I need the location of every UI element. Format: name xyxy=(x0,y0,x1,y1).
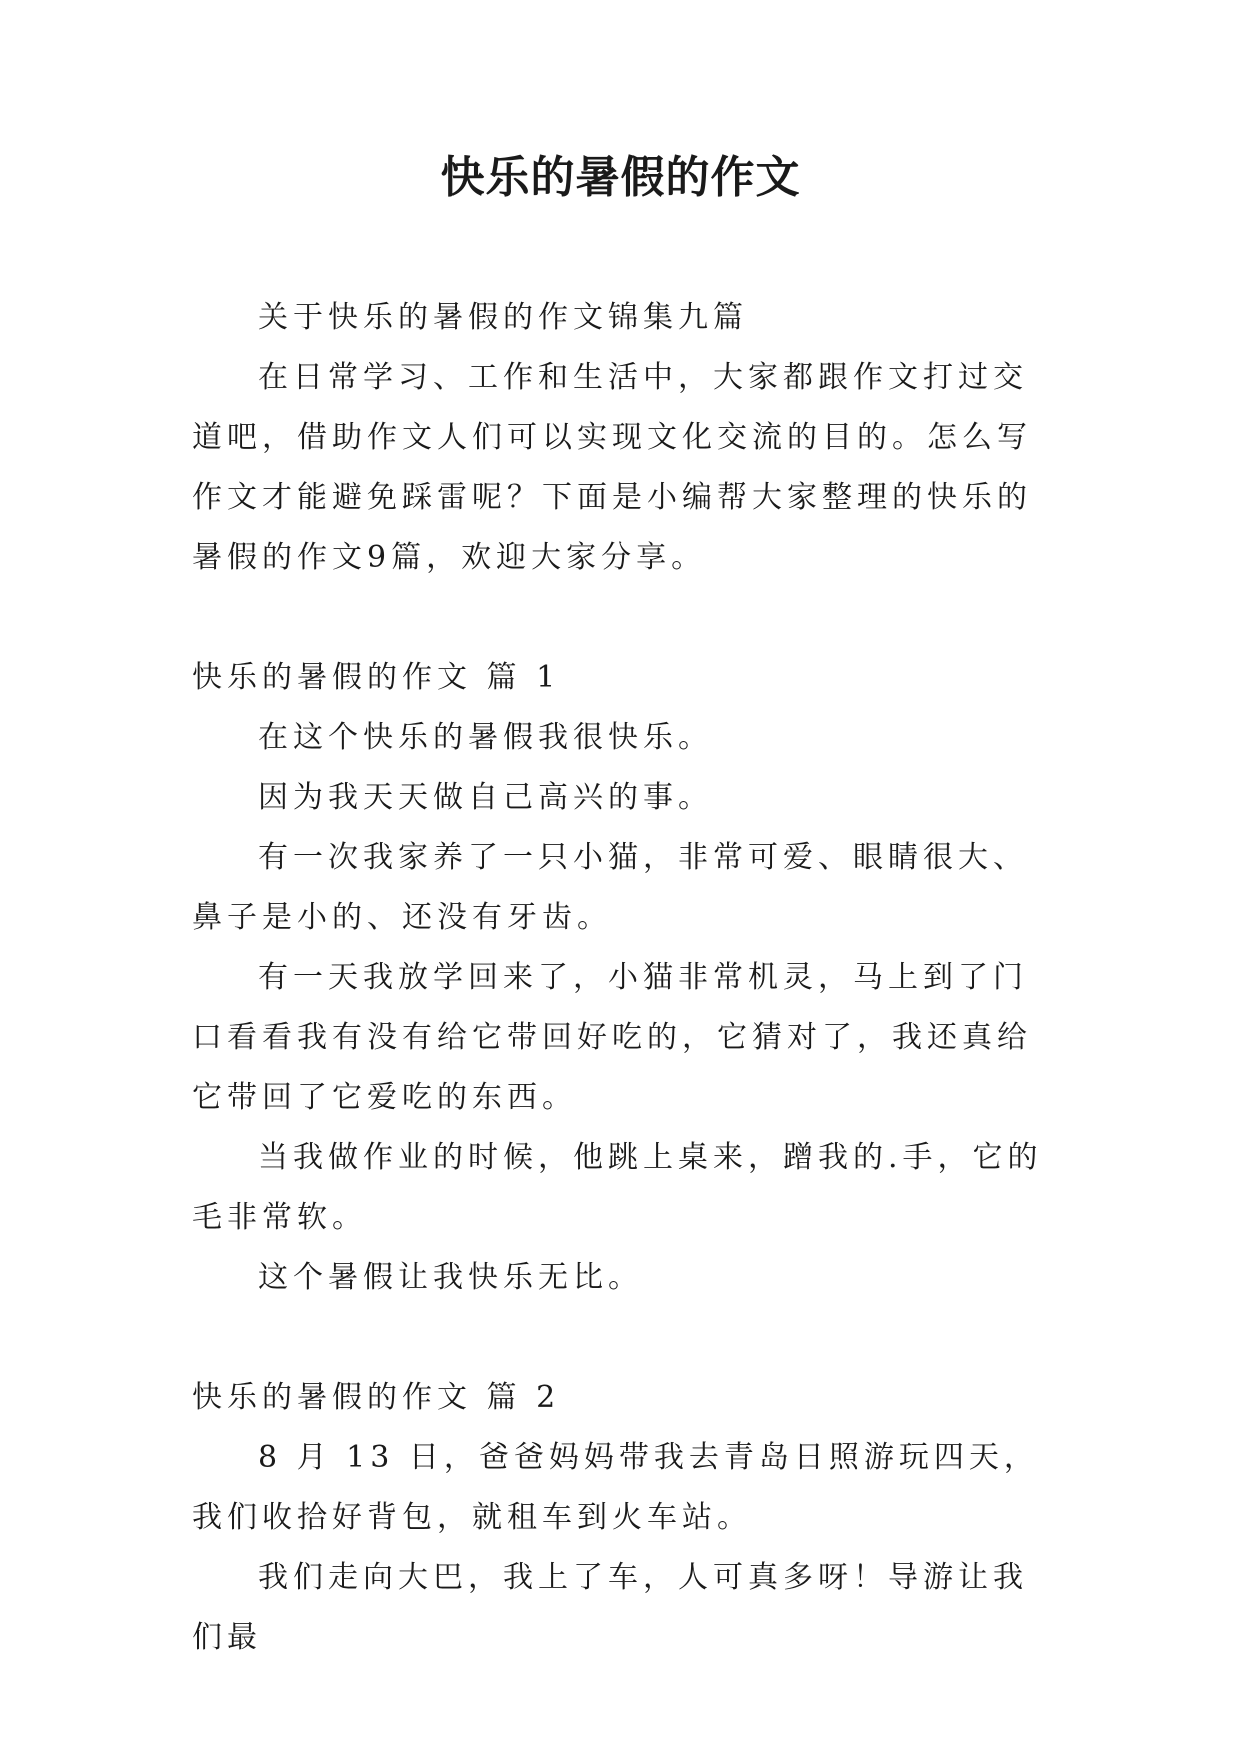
section-spacer xyxy=(192,588,1052,648)
section-paragraph: 有一天我放学回来了，小猫非常机灵，马上到了门口看看我有没有给它带回好吃的，它猜对了，我还真给它带回了它爱吃的东西。 xyxy=(192,960,1032,1115)
section-paragraph: 因为我天天做自己高兴的事。 xyxy=(258,780,713,815)
section-heading: 快乐的暑假的作文 篇 1 xyxy=(192,660,561,695)
section-heading: 快乐的暑假的作文 篇 2 xyxy=(192,1380,561,1415)
section-spacer xyxy=(192,1308,1052,1368)
intro-paragraph: 在日常学习、工作和生活中，大家都跟作文打过交道吧，借助作文人们可以实现文化交流的目的。怎么写作文才能避免踩雷呢？下面是小编帮大家整理的快乐的暑假的作文9篇，欢迎大家分享。 xyxy=(192,360,1032,575)
section-paragraph: 在这个快乐的暑假我很快乐。 xyxy=(258,720,713,755)
section-paragraph: 我们走向大巴，我上了车，人可真多呀！导游让我们最 xyxy=(192,1560,1028,1655)
document-body xyxy=(192,288,1052,1668)
intro-subtitle: 关于快乐的暑假的作文锦集九篇 xyxy=(258,300,748,335)
section-paragraph: 有一次我家养了一只小猫，非常可爱、眼睛很大、鼻子是小的、还没有牙齿。 xyxy=(192,840,1028,935)
document-title: 快乐的暑假的作文 xyxy=(440,152,801,203)
section-paragraph: 当我做作业的时候，他跳上桌来，蹭我的.手，它的毛非常软。 xyxy=(192,1140,1043,1235)
section-paragraph: 8 月 13 日，爸爸妈妈带我去青岛日照游玩四天，我们收拾好背包，就租车到火车站。 xyxy=(192,1440,1039,1535)
section-paragraph: 这个暑假让我快乐无比。 xyxy=(258,1260,643,1295)
